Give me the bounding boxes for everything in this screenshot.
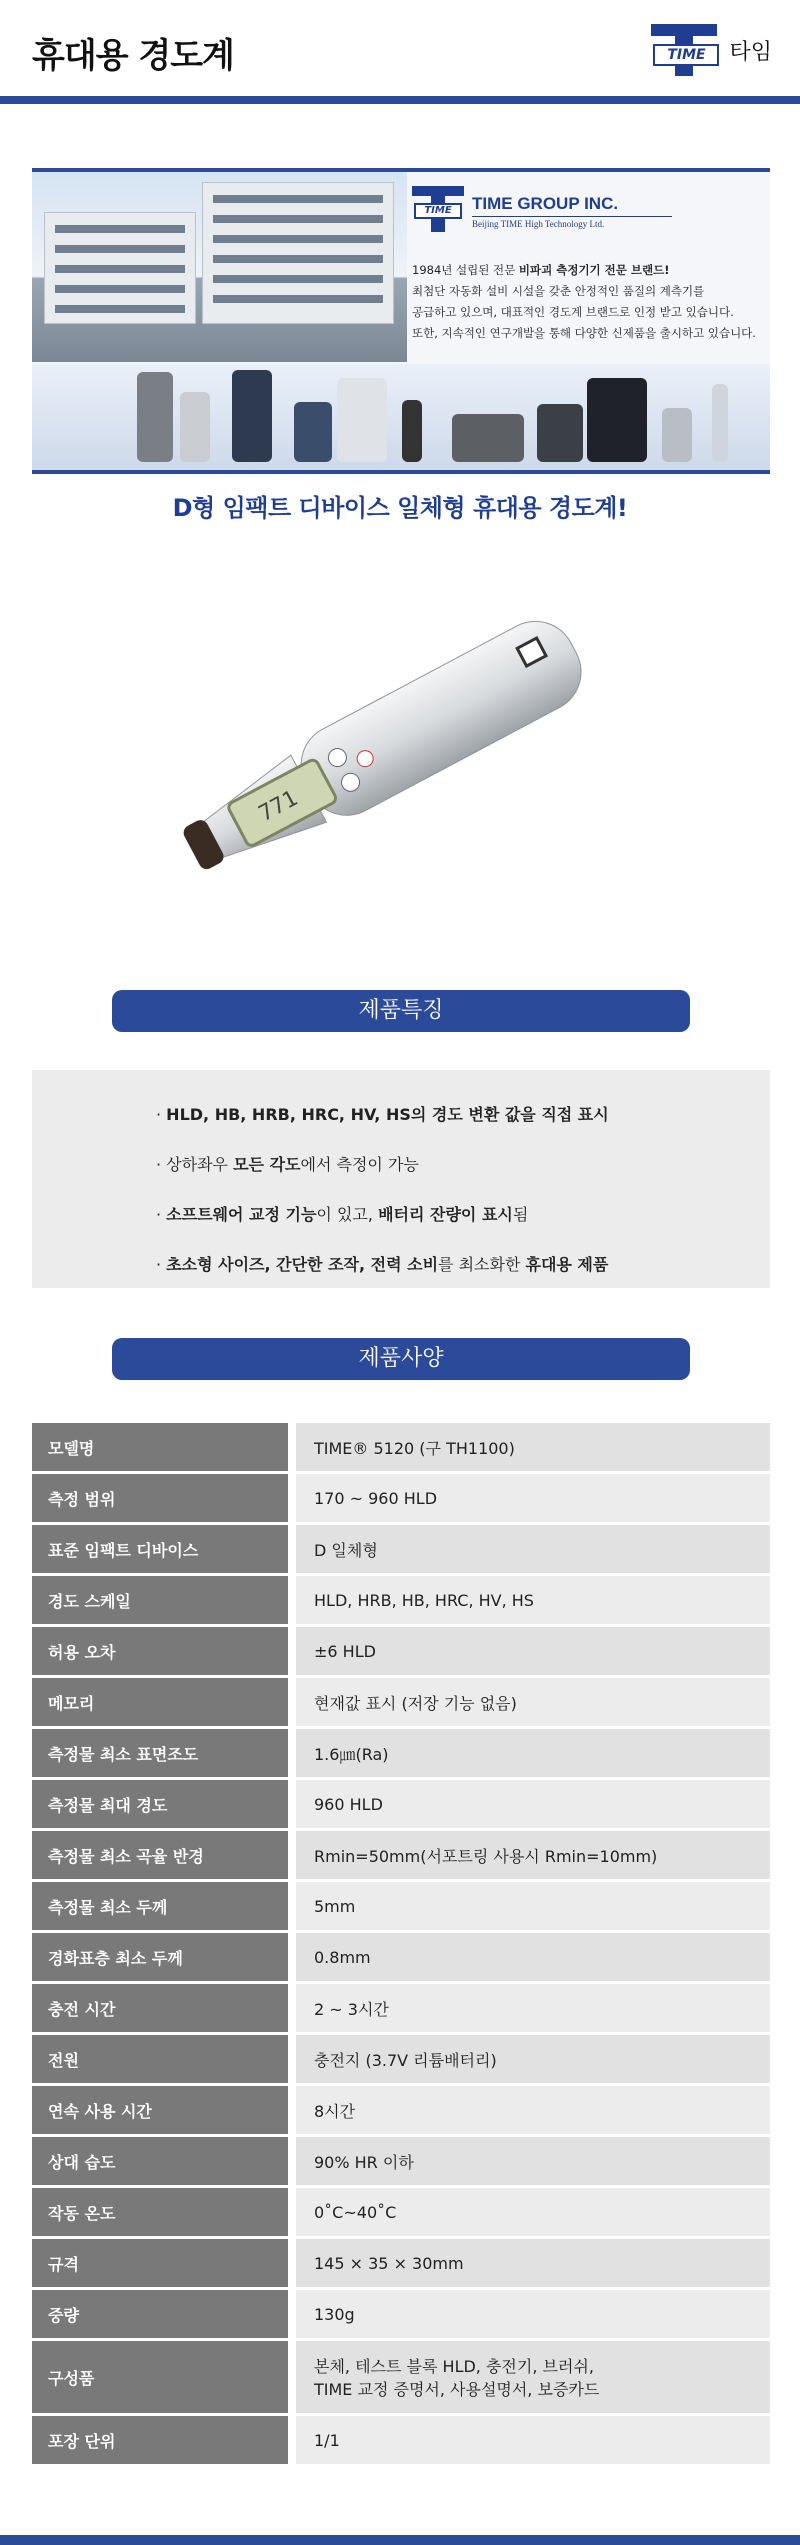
time-logo: TIME [412,186,464,234]
hardness-tester-image [150,570,630,930]
spec-label: 경화표층 최소 두께 [32,1933,296,1981]
spec-table [32,1420,770,2467]
spec-row [32,2341,770,2413]
spec-row [32,1576,770,1624]
features-box [32,1070,770,1288]
spec-label: 표준 임팩트 디바이스 [32,1525,296,1573]
spec-value: 현재값 표시 (저장 기능 없음) [296,1678,770,1726]
spec-row [32,2239,770,2287]
spec-value: 170 ~ 960 HLD [296,1474,770,1522]
spec-row [32,2416,770,2464]
spec-row [32,1423,770,1471]
page-title: 휴대용 경도계 [32,36,234,76]
feature-item: · 상하좌우 모든 각도에서 측정이 가능 [156,1155,419,1174]
footer-divider [0,2535,800,2545]
spec-row [32,1525,770,1573]
spec-label: 모델명 [32,1423,296,1471]
spec-label: 규격 [32,2239,296,2287]
spec-value: 90% HR 이하 [296,2137,770,2185]
spec-value: 8시간 [296,2086,770,2134]
spec-label: 측정물 최소 곡율 반경 [32,1831,296,1879]
device-display-value: 771 [254,786,302,827]
header-divider [0,96,800,104]
spec-value: 충전지 (3.7V 리튬배터리) [296,2035,770,2083]
spec-value: Rmin=50mm(서포트링 사용시 Rmin=10mm) [296,1831,770,1879]
spec-value: 0˚C~40˚C [296,2188,770,2236]
spec-label: 포장 단위 [32,2416,296,2464]
spec-label: 측정물 최대 경도 [32,1780,296,1828]
company-banner [32,168,770,474]
features-heading: 제품특징 [112,990,690,1032]
spec-label: 연속 사용 시간 [32,2086,296,2134]
spec-value: 1/1 [296,2416,770,2464]
spec-value: 0.8mm [296,1933,770,1981]
spec-row [32,2086,770,2134]
spec-label: 측정물 최소 두께 [32,1882,296,1930]
spec-value: 본체, 테스트 블록 HLD, 충전기, 브러쉬, TIME 교정 증명서, 사용설명서, 보증카드 [296,2341,770,2413]
spec-row [32,2290,770,2338]
spec-label: 허용 오차 [32,1627,296,1675]
spec-row [32,1882,770,1930]
spec-label: 상대 습도 [32,2137,296,2185]
company-name: TIME GROUP INC. [472,194,619,213]
spec-value: 130g [296,2290,770,2338]
factory-building-image [32,172,407,362]
company-description: 1984년 설립된 전문 비파괴 측정기기 전문 브랜드! 최첨단 자동화 설비 시설을 갖춘 안정적인 품질의 계측기를 공급하고 있으며, 대표적인 경도계 브랜드로 인정 받고 있습니다. 또한, 지속적인 연구개발을 통해 다양한 신제품을 출시하고 있습니다. [412,263,756,340]
spec-row [32,2188,770,2236]
spec-label: 작동 온도 [32,2188,296,2236]
spec-row [32,2035,770,2083]
spec-value: 2 ~ 3시간 [296,1984,770,2032]
spec-value: 5mm [296,1882,770,1930]
brand-name: 타임 [729,39,772,65]
product-lineup-image [32,364,770,470]
spec-label: 전원 [32,2035,296,2083]
spec-value: 1.6㎛(Ra) [296,1729,770,1777]
spec-row [32,1780,770,1828]
spec-value: 145 × 35 × 30mm [296,2239,770,2287]
spec-row [32,1729,770,1777]
spec-row [32,1984,770,2032]
spec-row [32,1678,770,1726]
feature-item: · 소프트웨어 교정 기능이 있고, 배터리 잔량이 표시됨 [156,1205,529,1224]
specs-heading: 제품사양 [112,1338,690,1380]
company-info [412,186,762,362]
spec-row [32,1627,770,1675]
spec-row [32,2137,770,2185]
company-subtitle: Beijing TIME High Technology Ltd. [472,216,672,229]
product-tagline: D형 임팩트 디바이스 일체형 휴대용 경도계! [172,494,628,522]
feature-item: · 초소형 사이즈, 간단한 조작, 전력 소비를 최소화한 휴대용 제품 [156,1255,609,1274]
spec-row [32,1933,770,1981]
spec-label: 경도 스케일 [32,1576,296,1624]
spec-label: 측정 범위 [32,1474,296,1522]
brand [649,22,772,78]
spec-label: 충전 시간 [32,1984,296,2032]
spec-row [32,1474,770,1522]
time-logo: TIME [649,22,719,78]
spec-value: HLD, HRB, HB, HRC, HV, HS [296,1576,770,1624]
spec-value: D 일체형 [296,1525,770,1573]
spec-row [32,1831,770,1879]
spec-value: TIME® 5120 (구 TH1100) [296,1423,770,1471]
feature-item: · HLD, HB, HRB, HRC, HV, HS의 경도 변환 값을 직접 표시 [156,1105,609,1124]
spec-label: 중량 [32,2290,296,2338]
spec-value: ±6 HLD [296,1627,770,1675]
spec-label: 구성품 [32,2341,296,2413]
spec-label: 측정물 최소 표면조도 [32,1729,296,1777]
spec-label: 메모리 [32,1678,296,1726]
page-header [0,0,800,96]
spec-value: 960 HLD [296,1780,770,1828]
